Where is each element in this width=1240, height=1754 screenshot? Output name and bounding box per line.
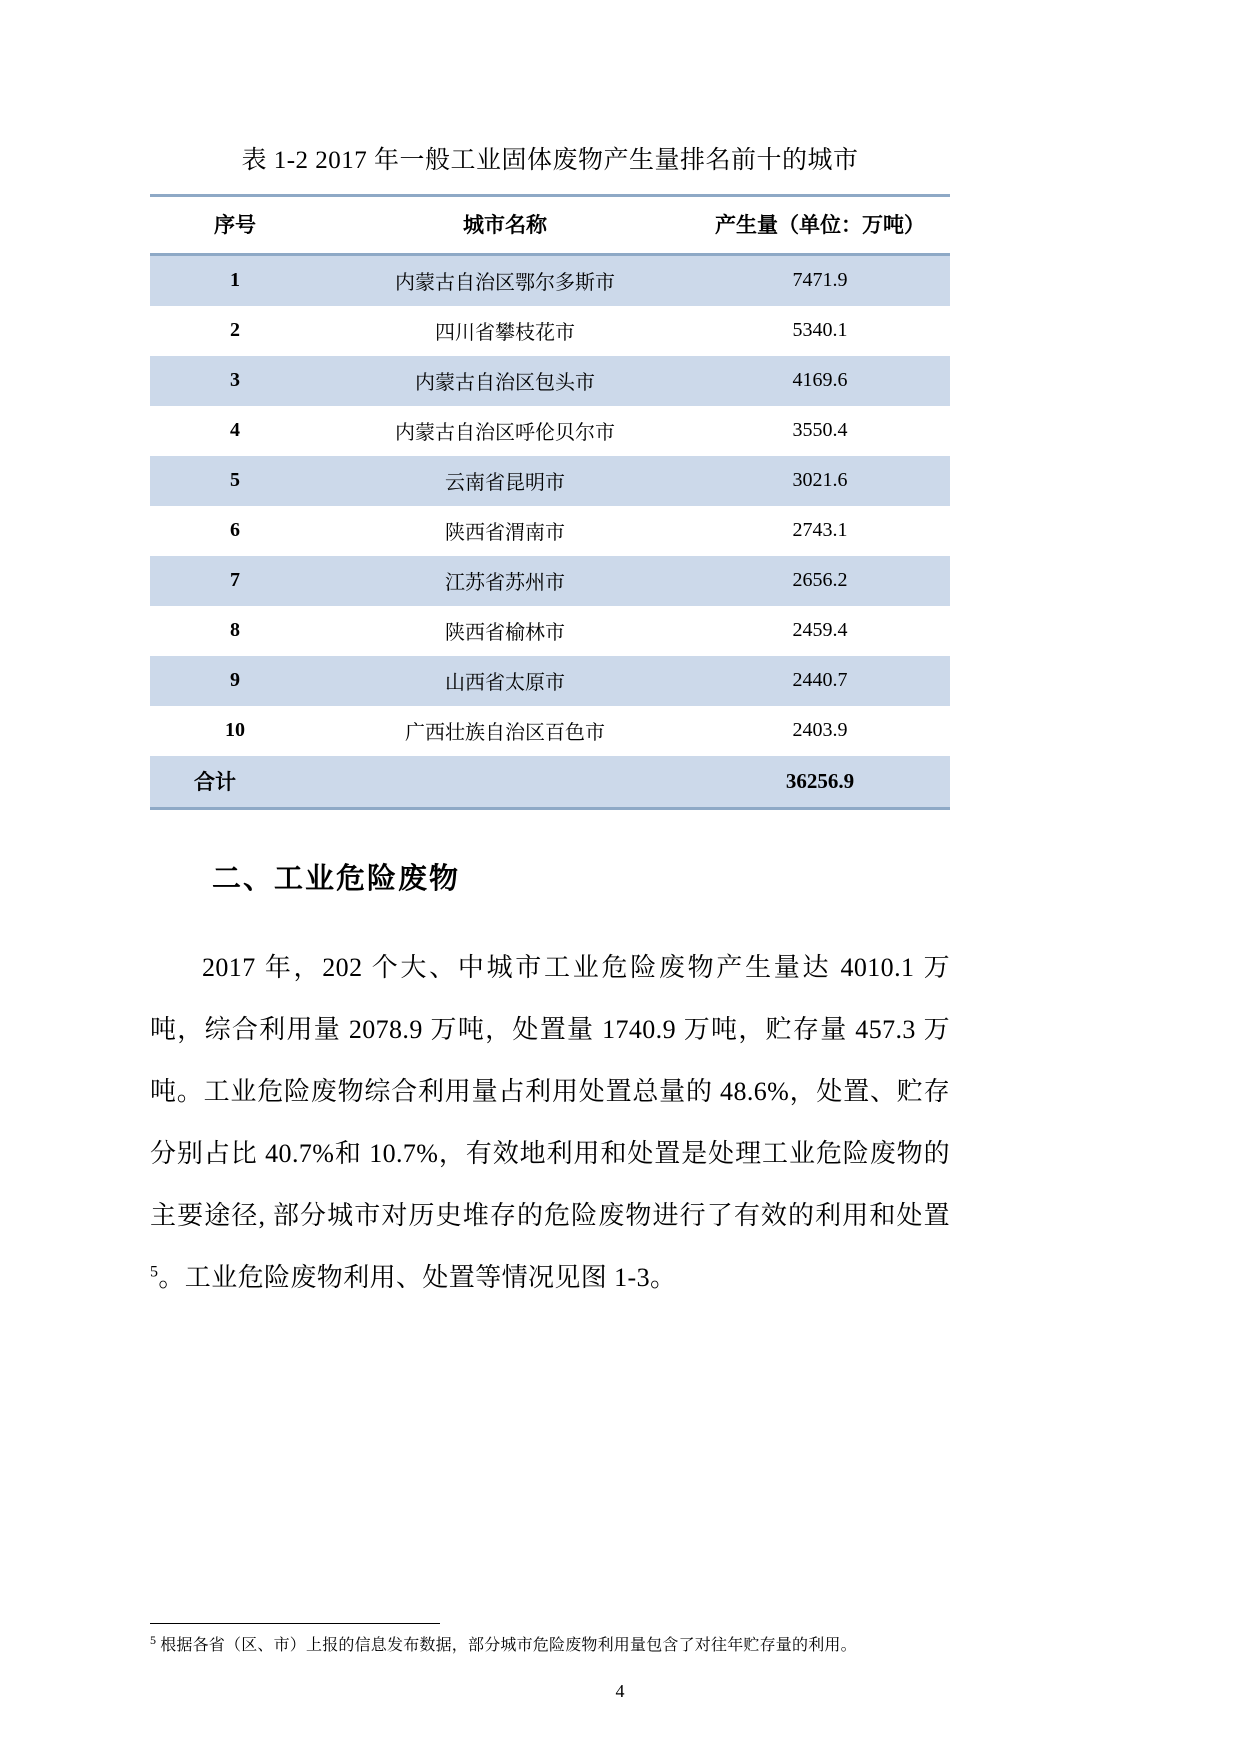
cell-index: 2 bbox=[150, 306, 320, 356]
footnote bbox=[150, 1634, 970, 1658]
table-row bbox=[150, 556, 950, 606]
footnote-separator-rule bbox=[150, 1623, 440, 1624]
cell-city: 广西壮族自治区百色市 bbox=[320, 706, 690, 756]
table-row bbox=[150, 306, 950, 356]
table-row bbox=[150, 406, 950, 456]
cell-index: 5 bbox=[150, 456, 320, 506]
cell-city: 山西省太原市 bbox=[320, 656, 690, 706]
cell-city: 内蒙古自治区鄂尔多斯市 bbox=[320, 255, 690, 307]
cell-value: 5340.1 bbox=[690, 306, 950, 356]
cell-city: 内蒙古自治区呼伦贝尔市 bbox=[320, 406, 690, 456]
body-paragraph bbox=[150, 937, 950, 1309]
table-row bbox=[150, 506, 950, 556]
table-body bbox=[150, 255, 950, 809]
cell-index: 9 bbox=[150, 656, 320, 706]
cell-value: 7471.9 bbox=[690, 255, 950, 307]
page-content bbox=[150, 0, 950, 1309]
cell-city: 陕西省渭南市 bbox=[320, 506, 690, 556]
table-caption: 表 1-2 2017 年一般工业固体废物产生量排名前十的城市 bbox=[241, 147, 859, 174]
table-header-row bbox=[150, 196, 950, 255]
table-row bbox=[150, 255, 950, 307]
cell-index: 3 bbox=[150, 356, 320, 406]
paragraph-text-part-1: 2017 年，202 个大、中城市工业危险废物产生量达 4010.1 万吨，综合利用量 2078.9 万吨，处置量 1740.9 万吨，贮存量 457.3 万吨。工业危险废物综合利用量占利用处置总量的 48.6%，处置、贮存分别占比 40.7%和 10.7%，有效地利用和处置是处理工业危险废物的主要途径, 部分城市对历史堆存的危险废物进行了有效的利用和处置 bbox=[150, 953, 950, 1230]
footnote-area bbox=[150, 1623, 970, 1658]
cell-value: 3550.4 bbox=[690, 406, 950, 456]
cell-city: 四川省攀枝花市 bbox=[320, 306, 690, 356]
column-header-value: 产生量（单位：万吨） bbox=[690, 196, 950, 255]
page-number: 4 bbox=[615, 1681, 625, 1701]
table-header bbox=[150, 196, 950, 255]
cell-index: 10 bbox=[150, 706, 320, 756]
cell-index: 8 bbox=[150, 606, 320, 656]
section-heading: 二、工业危险废物 bbox=[212, 861, 461, 895]
cell-city: 江苏省苏州市 bbox=[320, 556, 690, 606]
column-header-index: 序号 bbox=[150, 196, 320, 255]
column-header-city: 城市名称 bbox=[320, 196, 690, 255]
cell-index: 1 bbox=[150, 255, 320, 307]
cell-value: 4169.6 bbox=[690, 356, 950, 406]
total-label: 合计 bbox=[150, 756, 690, 809]
cell-value: 2743.1 bbox=[690, 506, 950, 556]
table-row bbox=[150, 606, 950, 656]
cell-value: 2440.7 bbox=[690, 656, 950, 706]
cell-index: 7 bbox=[150, 556, 320, 606]
table-total-row bbox=[150, 756, 950, 809]
cell-index: 6 bbox=[150, 506, 320, 556]
cell-city: 陕西省榆林市 bbox=[320, 606, 690, 656]
top-ten-cities-table bbox=[150, 194, 950, 810]
cell-value: 2403.9 bbox=[690, 706, 950, 756]
paragraph-text-part-2: 。工业危险废物利用、处置等情况见图 1-3。 bbox=[158, 1263, 677, 1292]
cell-city: 内蒙古自治区包头市 bbox=[320, 356, 690, 406]
table-row bbox=[150, 356, 950, 406]
cell-value: 2656.2 bbox=[690, 556, 950, 606]
table-row bbox=[150, 456, 950, 506]
cell-index: 4 bbox=[150, 406, 320, 456]
cell-value: 2459.4 bbox=[690, 606, 950, 656]
cell-value: 3021.6 bbox=[690, 456, 950, 506]
footnote-reference-marker[interactable]: 5 bbox=[150, 1263, 159, 1281]
cell-city: 云南省昆明市 bbox=[320, 456, 690, 506]
footnote-body-text: 根据各省（区、市）上报的信息发布数据，部分城市危险废物利用量包含了对往年贮存量的利用。 bbox=[160, 1637, 857, 1654]
table-row bbox=[150, 706, 950, 756]
total-value: 36256.9 bbox=[690, 756, 950, 809]
footnote-marker: 5 bbox=[150, 1632, 157, 1647]
table-row bbox=[150, 656, 950, 706]
